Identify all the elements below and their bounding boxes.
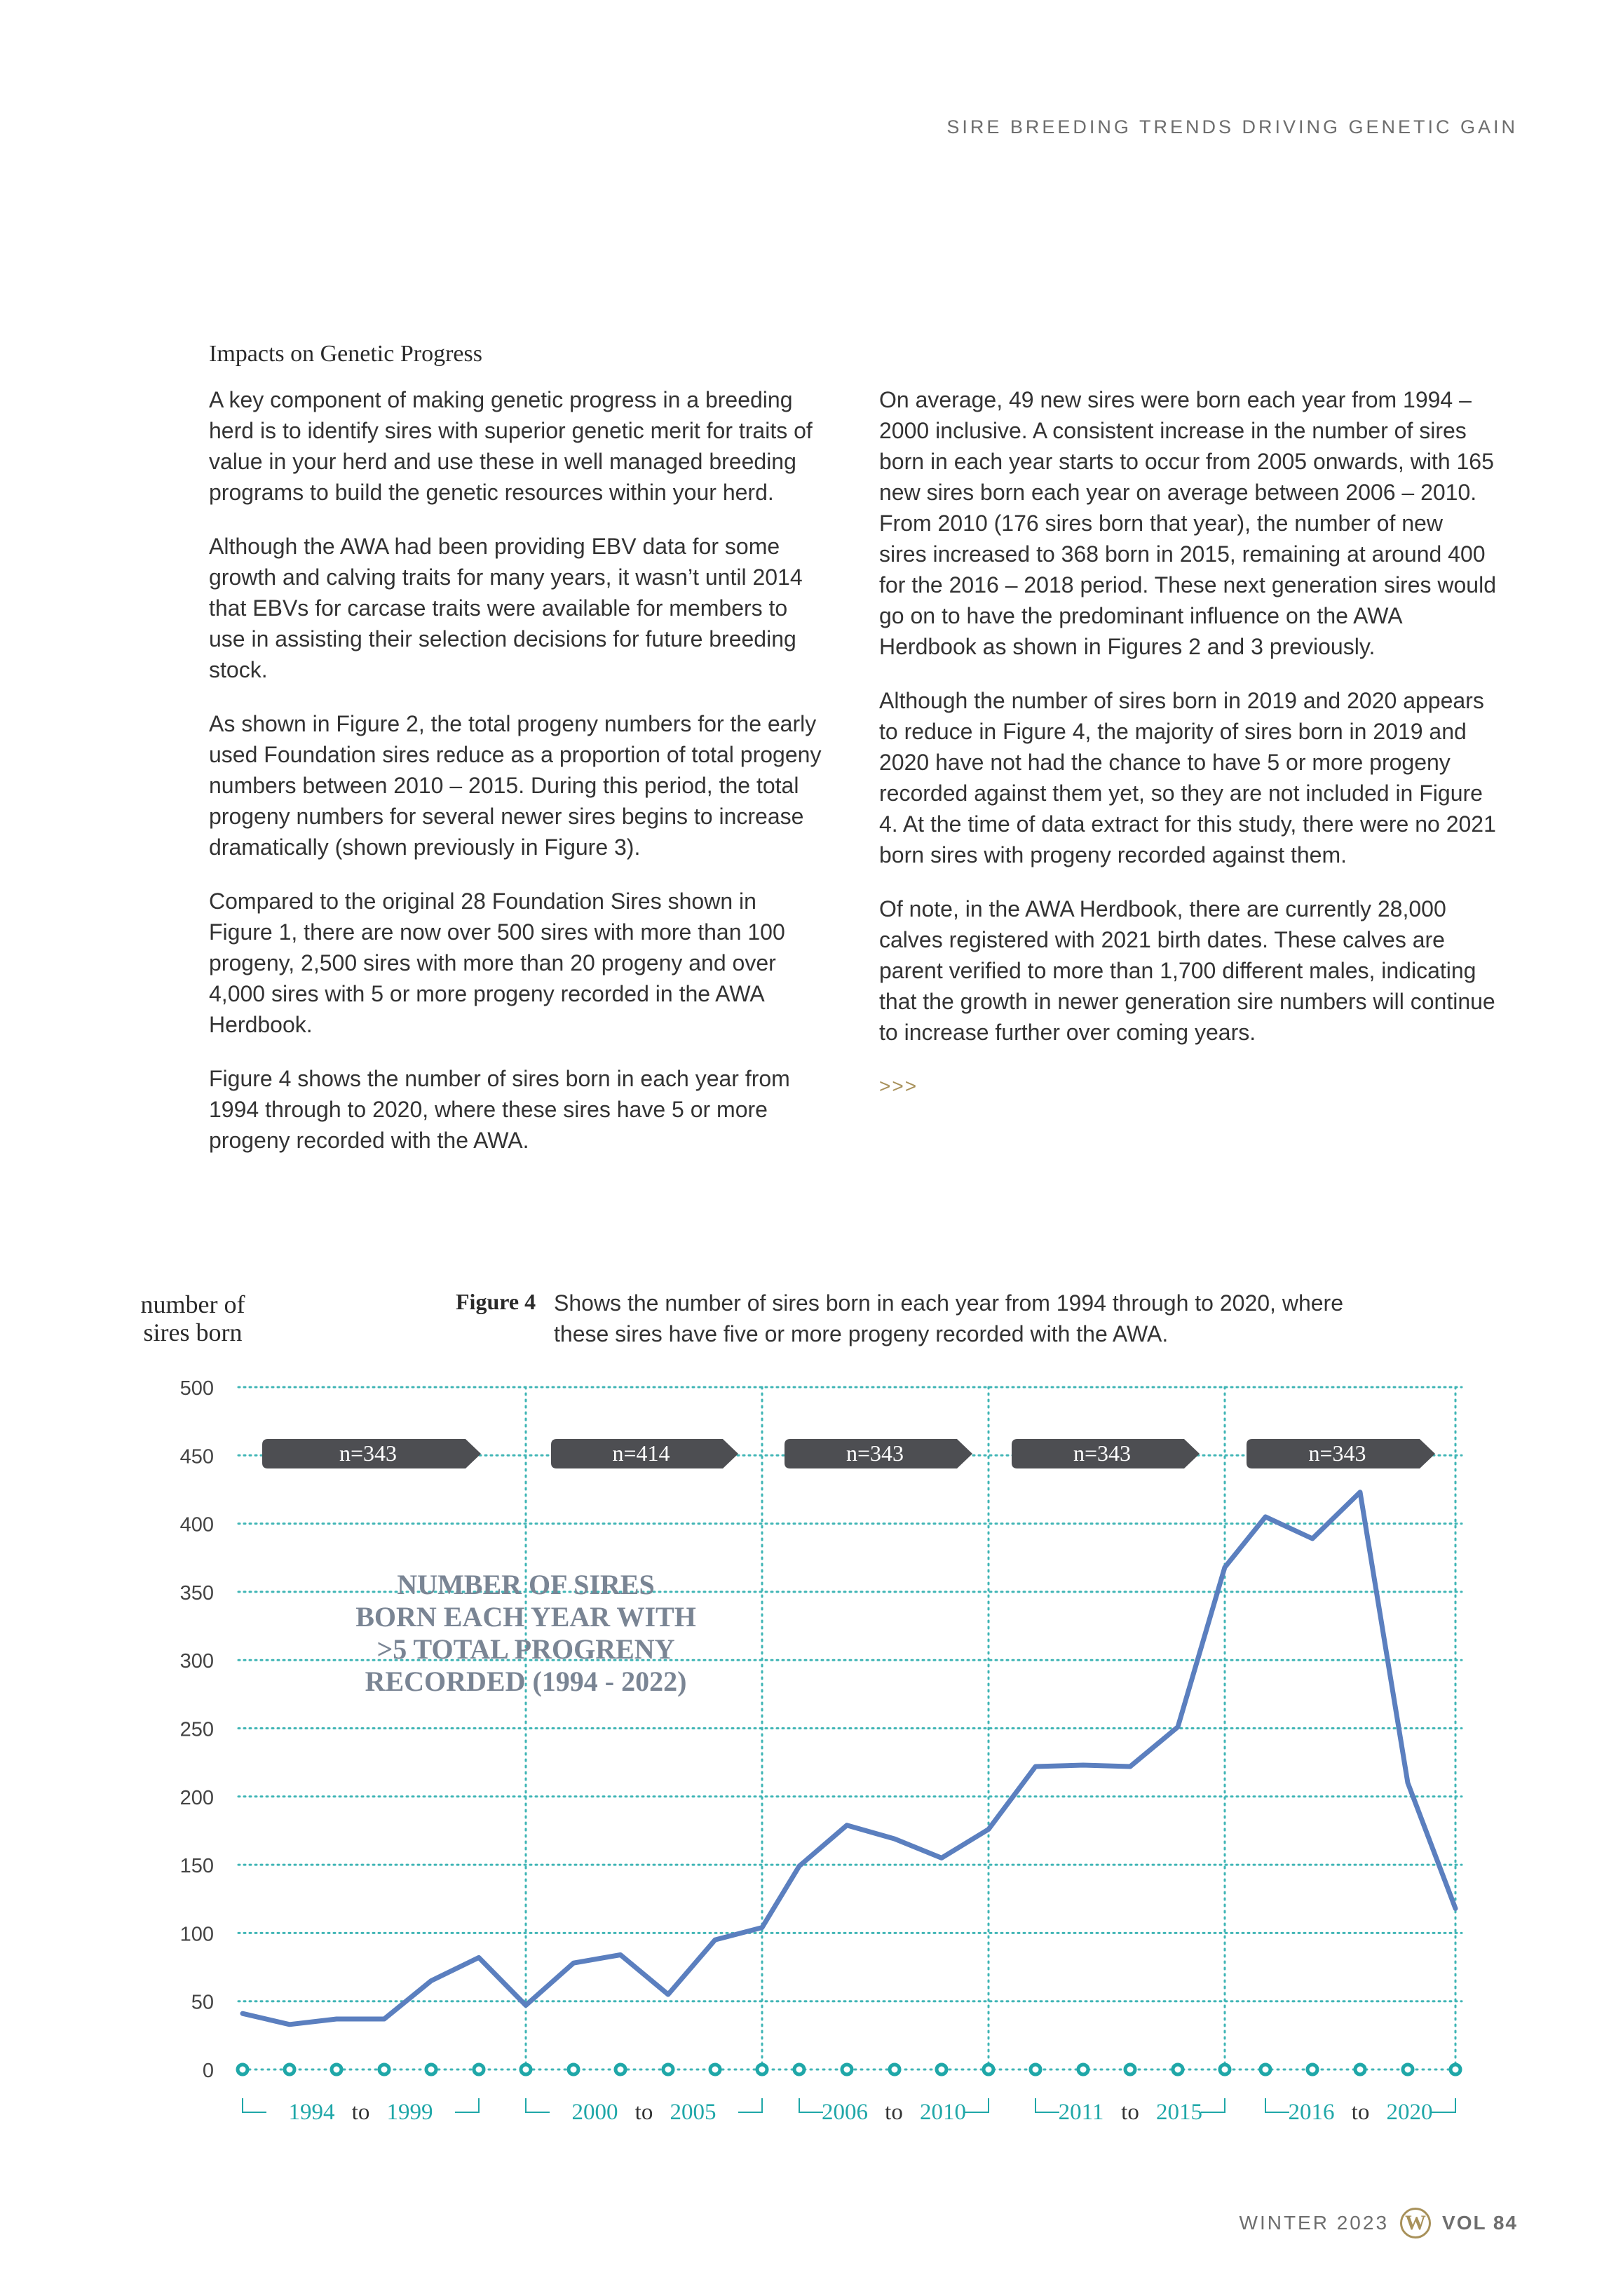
chart-annotation-line: NUMBER OF SIRES bbox=[397, 1569, 655, 1600]
range-start-year: 2006 bbox=[822, 2100, 868, 2125]
year-marker bbox=[474, 2065, 484, 2074]
sample-size-label: n=343 bbox=[1308, 1440, 1366, 1466]
range-bracket bbox=[243, 2098, 266, 2112]
range-end-year: 2015 bbox=[1156, 2100, 1202, 2125]
range-to-word: to bbox=[1121, 2100, 1139, 2125]
y-tick-label: 250 bbox=[179, 1718, 214, 1741]
footer-season: WINTER 2023 bbox=[1239, 2212, 1390, 2234]
range-bracket bbox=[455, 2098, 479, 2112]
range-end-year: 2005 bbox=[670, 2100, 717, 2125]
range-to-word: to bbox=[634, 2100, 653, 2125]
range-bracket bbox=[1265, 2098, 1289, 2112]
year-marker bbox=[285, 2065, 294, 2074]
year-marker bbox=[569, 2065, 578, 2074]
y-tick-label: 400 bbox=[179, 1513, 214, 1537]
range-end-year: 1999 bbox=[386, 2100, 433, 2125]
figure-caption: Shows the number of sires born in each year from 1994 through to 2020, where these sires have five or more progeny recorded with the AWA. bbox=[554, 1290, 1343, 1346]
year-marker bbox=[1451, 2065, 1460, 2074]
range-to-word: to bbox=[351, 2100, 370, 2125]
chart-annotation-line: >5 TOTAL PROGRENY bbox=[376, 1633, 675, 1665]
range-end-year: 2020 bbox=[1386, 2100, 1433, 2125]
year-marker bbox=[1261, 2065, 1270, 2074]
right-paragraph: Although the number of sires born in 2019 and 2020 appears to reduce in Figure 4, the majority of sires born in 2019 and 2020 have not had the chance to have 5 or more progeny recorded against them yet, so they are not included in Figure 4. At the time of data extract for this study, there were no 2021 born sires with progeny recorded against them. bbox=[879, 688, 1496, 867]
range-to-word: to bbox=[885, 2100, 903, 2125]
section-title: Impacts on Genetic Progress bbox=[209, 341, 482, 367]
y-tick-label: 500 bbox=[179, 1377, 214, 1400]
right-paragraph: On average, 49 new sires were born each year from 1994 – 2000 inclusive. A consistent increase in the number of sires born in each year starts to occur from 2005 onwards, with 165 new sires born each year on average between 2006 – 2010. From 2010 (176 sires born that year), the number of new sires increased to 368 born in 2015, remaining at around 400 for the 2016 – 2018 period. These next generation sires would go on to have the predominant influence on the AWA Herdbook as shown in Figures 2 and 3 previously. bbox=[879, 387, 1496, 659]
y-tick-label: 300 bbox=[179, 1650, 214, 1673]
year-marker bbox=[890, 2065, 899, 2074]
right-paragraph: Of note, in the AWA Herdbook, there are currently 28,000 calves registered with 2021 birth dates. These calves are parent verified to more than 1,700 different males, indicating that the growth in newer generation sire numbers will continue to increase further over coming years. bbox=[879, 896, 1495, 1045]
y-tick-label: 100 bbox=[179, 1923, 214, 1946]
year-marker bbox=[426, 2065, 436, 2074]
footer-volume: VOL 84 bbox=[1442, 2212, 1518, 2234]
y-tick-label: 350 bbox=[179, 1581, 214, 1605]
range-bracket bbox=[1035, 2098, 1059, 2112]
y-tick-label: 150 bbox=[179, 1855, 214, 1878]
year-marker bbox=[1308, 2065, 1317, 2074]
year-marker bbox=[1125, 2065, 1135, 2074]
year-marker bbox=[984, 2065, 993, 2074]
sample-size-label: n=343 bbox=[1073, 1440, 1132, 1466]
year-marker bbox=[379, 2065, 389, 2074]
left-paragraph: Compared to the original 28 Foundation Sires shown in Figure 1, there are now over 500 sires with more than 100 progeny, 2,500 sires with more than 20 progeny and over 4,000 sires with 5 or more progeny recorded in the AWA Herdbook. bbox=[209, 889, 785, 1037]
continue-marker[interactable]: >>> bbox=[879, 1075, 918, 1097]
sample-size-label: n=343 bbox=[339, 1440, 398, 1466]
sample-size-label: n=343 bbox=[846, 1440, 904, 1466]
y-tick-label: 0 bbox=[202, 2060, 214, 2082]
year-marker bbox=[842, 2065, 852, 2074]
left-paragraph: A key component of making genetic progress in a breeding herd is to identify sires with superior genetic merit for traits of value in your herd and use these in well managed breeding programs to build the genetic resources within your herd. bbox=[209, 387, 813, 505]
range-start-year: 2000 bbox=[571, 2100, 618, 2125]
range-end-year: 2010 bbox=[920, 2100, 966, 2125]
range-start-year: 2016 bbox=[1288, 2100, 1335, 2125]
left-paragraph: As shown in Figure 2, the total progeny numbers for the early used Foundation sires reduce as a proportion of total progeny numbers between 2010 – 2015. During this period, the total progeny numbers for several newer sires begins to increase dramatically (shown previously in Figure 3). bbox=[209, 711, 822, 860]
range-start-year: 1994 bbox=[288, 2100, 335, 2125]
range-bracket bbox=[1432, 2098, 1455, 2112]
year-marker bbox=[663, 2065, 673, 2074]
year-marker bbox=[1403, 2065, 1413, 2074]
chart-annotation-line: BORN EACH YEAR WITH bbox=[355, 1601, 696, 1633]
range-start-year: 2011 bbox=[1058, 2100, 1104, 2125]
publication-logo-icon: W bbox=[1400, 2208, 1431, 2238]
y-axis-title: number of sires born bbox=[140, 1290, 245, 1346]
y-tick-label: 50 bbox=[191, 1991, 214, 2014]
range-to-word: to bbox=[1351, 2100, 1370, 2125]
left-paragraph: Although the AWA had been providing EBV data for some growth and calving traits for many years, it wasn’t until 2014 that EBVs for carcase traits were available for members to use in assisting their selection decisions for future breeding stock. bbox=[209, 534, 803, 682]
range-bracket bbox=[738, 2098, 762, 2112]
chart-annotation-line: RECORDED (1994 - 2022) bbox=[365, 1666, 687, 1697]
year-marker bbox=[1031, 2065, 1040, 2074]
year-marker bbox=[1173, 2065, 1183, 2074]
year-marker bbox=[757, 2065, 767, 2074]
sample-size-label: n=414 bbox=[612, 1440, 670, 1466]
running-header: SIRE BREEDING TRENDS DRIVING GENETIC GAIN bbox=[946, 116, 1518, 137]
range-bracket bbox=[799, 2098, 823, 2112]
y-tick-label: 200 bbox=[179, 1786, 214, 1809]
year-marker bbox=[332, 2065, 341, 2074]
year-marker bbox=[521, 2065, 531, 2074]
range-bracket bbox=[526, 2098, 550, 2112]
year-marker bbox=[1220, 2065, 1230, 2074]
year-marker bbox=[1355, 2065, 1365, 2074]
year-marker bbox=[937, 2065, 946, 2074]
range-bracket bbox=[1201, 2098, 1225, 2112]
page-footer bbox=[1240, 2208, 1518, 2238]
left-paragraph: Figure 4 shows the number of sires born in each year from 1994 through to 2020, where these sires have 5 or more progeny recorded with the AWA. bbox=[209, 1066, 790, 1153]
y-tick-label: 450 bbox=[179, 1445, 214, 1468]
range-bracket bbox=[965, 2098, 989, 2112]
year-marker bbox=[238, 2065, 247, 2074]
year-marker bbox=[794, 2065, 804, 2074]
figure-label: Figure 4 bbox=[456, 1289, 536, 1314]
year-marker bbox=[616, 2065, 625, 2074]
year-marker bbox=[710, 2065, 720, 2074]
year-marker bbox=[1078, 2065, 1088, 2074]
